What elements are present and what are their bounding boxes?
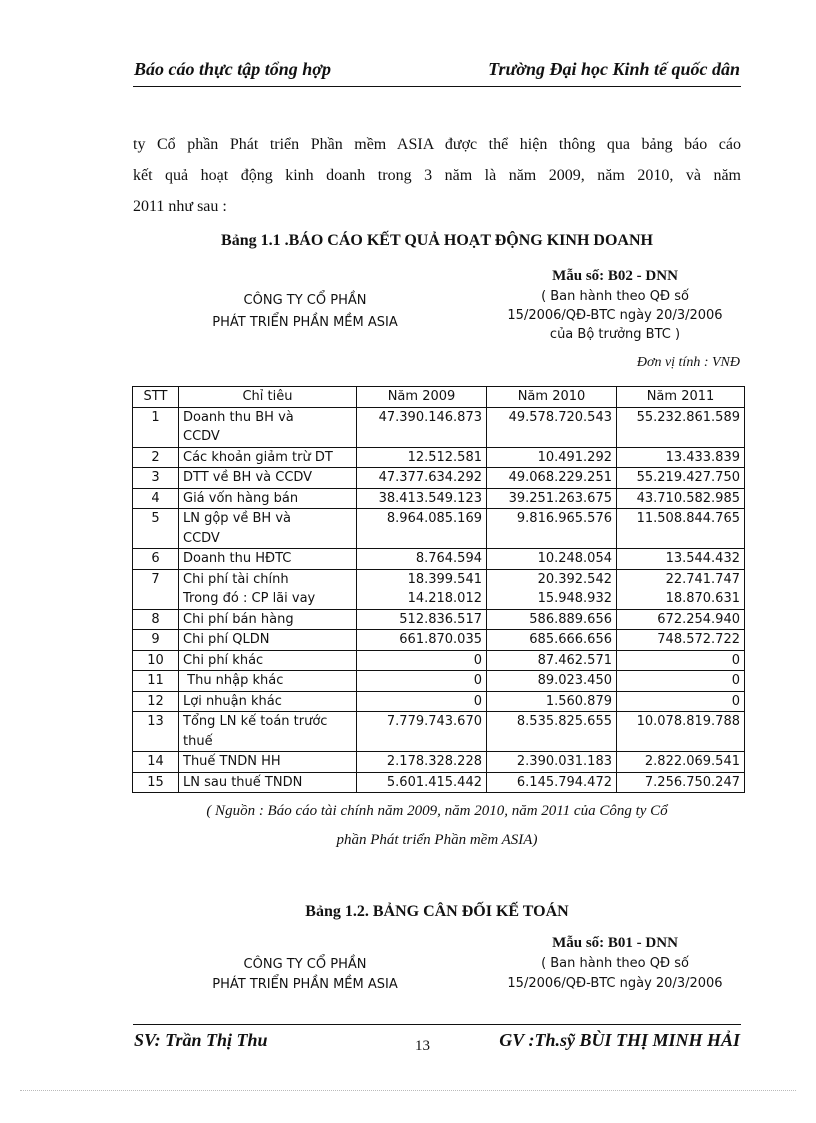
row-item-text: Giá vốn hàng bán [183, 490, 299, 506]
value-2010: 49.578.720.543 [508, 409, 612, 425]
row-item [179, 630, 357, 651]
value-2010: 6.145.794.472 [516, 774, 612, 790]
row-value-2011 [617, 609, 745, 630]
row-item-text: Doanh thu HĐTC [183, 551, 292, 566]
row-value-2011 [617, 691, 745, 712]
value-2009: 47.390.146.873 [378, 409, 482, 425]
row-value-2009 [357, 407, 487, 447]
table2-form-no: Mẫu số: B01 - DNN [552, 935, 678, 951]
value-2009: 0 [473, 693, 482, 709]
footer-student: SV: Trần Thị Thu [134, 1030, 268, 1050]
table2-company-line2: PHÁT TRIỂN PHẦN MỀM ASIA [212, 977, 398, 992]
row-item [179, 509, 357, 549]
row-stt [133, 509, 179, 549]
row-value-2010 [487, 752, 617, 773]
table-row [133, 772, 745, 793]
value-2011: 11.508.844.765 [636, 511, 740, 526]
row-value-2009 [357, 671, 487, 692]
table2-decree-line2: 15/2006/QĐ-BTC ngày 20/3/2006 [507, 976, 723, 991]
table1-title: Bảng 1.1 .BÁO CÁO KẾT QUẢ HOẠT ĐỘNG KINH DOANH [221, 232, 653, 249]
table2-company [180, 955, 430, 995]
row-item [179, 468, 357, 489]
table-row [133, 712, 745, 752]
value-2011: 748.572.722 [657, 632, 740, 647]
row-stt-text: 6 [151, 551, 160, 566]
row-item [179, 691, 357, 712]
table2-decree-line1: ( Ban hành theo QĐ số [541, 956, 689, 971]
value-2010-sub: 15.948.932 [537, 591, 612, 606]
row-value-2011 [617, 712, 745, 752]
table1-decree-line1: ( Ban hành theo QĐ số [541, 289, 689, 304]
row-value-2011 [617, 752, 745, 773]
col-header-2011: Năm 2011 [617, 387, 745, 408]
row-item [179, 488, 357, 509]
value-2009: 7.779.743.670 [386, 714, 482, 729]
value-2009: 512.836.517 [399, 611, 482, 627]
value-2010: 8.535.825.655 [516, 714, 612, 729]
row-value-2009 [357, 609, 487, 630]
row-stt-text: 2 [151, 449, 160, 465]
value-2009: 2.178.328.228 [386, 754, 482, 769]
row-stt-text: 15 [147, 774, 164, 790]
table-row [133, 630, 745, 651]
row-value-2010 [487, 650, 617, 671]
row-item [179, 549, 357, 570]
row-value-2011 [617, 549, 745, 570]
value-2011: 0 [731, 652, 740, 668]
value-2009: 0 [473, 652, 482, 668]
table1-company-line1: CÔNG TY CỔ PHẦN [243, 293, 367, 308]
row-stt [133, 752, 179, 773]
row-value-2009 [357, 650, 487, 671]
footer-rule [133, 1024, 741, 1025]
row-stt-text: 4 [151, 490, 160, 506]
value-2010: 49.068.229.251 [508, 470, 612, 485]
row-value-2009 [357, 488, 487, 509]
row-value-2011 [617, 468, 745, 489]
row-stt-text: 13 [147, 714, 164, 729]
row-item [179, 772, 357, 793]
row-value-2009 [357, 772, 487, 793]
row-item-text: Doanh thu BH và [183, 409, 294, 425]
intro-line-3: 2011 như sau : [133, 198, 227, 215]
intro-line-2: kết quả hoạt động kinh doanh trong 3 năm là năm 2009, năm 2010, và năm [133, 167, 741, 184]
footer-teacher: GV :Th.sỹ BÙI THỊ MINH HẢI [499, 1030, 740, 1050]
table1-company-line2: PHÁT TRIỂN PHẦN MỀM ASIA [212, 315, 398, 330]
row-value-2011 [617, 509, 745, 549]
row-value-2010 [487, 671, 617, 692]
col-header-2009: Năm 2009 [357, 387, 487, 408]
row-value-2010 [487, 691, 617, 712]
value-2011: 22.741.747 [665, 571, 740, 587]
row-stt [133, 488, 179, 509]
row-value-2011 [617, 671, 745, 692]
row-stt [133, 712, 179, 752]
income-statement-table [132, 386, 745, 793]
row-value-2011 [617, 447, 745, 468]
table-row [133, 691, 745, 712]
row-value-2009 [357, 630, 487, 651]
row-stt [133, 569, 179, 609]
row-item-text: Chi phí bán hàng [183, 611, 294, 627]
table-row [133, 468, 745, 489]
table2-company-line1: CÔNG TY CỔ PHẦN [243, 957, 367, 972]
value-2009: 5.601.415.442 [386, 774, 482, 790]
intro-paragraph [133, 129, 741, 222]
table1-form-no: Mẫu số: B02 - DNN [552, 268, 678, 284]
value-2009: 8.964.085.169 [386, 511, 482, 526]
intro-line-1: ty Cổ phần Phát triển Phần mềm ASIA được thể hiện thông qua bảng báo cáo [133, 136, 741, 153]
value-2010: 586.889.656 [529, 611, 612, 627]
table-row [133, 671, 745, 692]
table1-unit: Đơn vị tính : VNĐ [636, 355, 740, 370]
row-stt [133, 691, 179, 712]
row-value-2010 [487, 569, 617, 609]
row-value-2010 [487, 630, 617, 651]
value-2011: 7.256.750.247 [644, 774, 740, 790]
value-2010: 87.462.571 [537, 652, 612, 668]
value-2011-sub: 18.870.631 [665, 591, 740, 606]
value-2011: 55.232.861.589 [636, 409, 740, 425]
value-2009: 661.870.035 [399, 632, 482, 647]
row-value-2010 [487, 407, 617, 447]
row-item-text-2: CCDV [183, 429, 220, 444]
row-stt [133, 630, 179, 651]
source-line-1: ( Nguồn : Báo cáo tài chính năm 2009, năm 2010, năm 2011 của Công ty Cổ [206, 803, 668, 819]
row-item [179, 712, 357, 752]
value-2009-sub: 14.218.012 [407, 591, 482, 606]
row-item-text: DTT về BH và CCDV [183, 470, 313, 485]
row-stt [133, 549, 179, 570]
row-item-text: Chi phí QLDN [183, 632, 270, 647]
row-item-text: Chi phí tài chính [183, 571, 289, 587]
value-2011: 10.078.819.788 [636, 714, 740, 729]
row-value-2011 [617, 772, 745, 793]
table-row [133, 549, 745, 570]
table1-decree-line3: của Bộ trưởng BTC ) [549, 327, 681, 342]
table-row [133, 650, 745, 671]
row-stt-text: 9 [151, 632, 160, 647]
col-header-stt: STT [133, 387, 179, 408]
row-stt-text: 11 [147, 673, 164, 688]
row-stt-text: 14 [147, 754, 164, 769]
row-stt [133, 772, 179, 793]
value-2009: 18.399.541 [407, 571, 482, 587]
value-2009: 38.413.549.123 [378, 490, 482, 506]
row-value-2011 [617, 650, 745, 671]
header-right: Trường Đại học Kinh tế quốc dân [488, 59, 740, 79]
table-row [133, 447, 745, 468]
row-value-2009 [357, 447, 487, 468]
row-value-2011 [617, 488, 745, 509]
row-item-text: LN sau thuế TNDN [183, 774, 303, 790]
table2-form-info [470, 932, 760, 994]
row-stt [133, 671, 179, 692]
row-value-2009 [357, 569, 487, 609]
row-item-text: Thuế TNDN HH [183, 754, 281, 769]
value-2011: 2.822.069.541 [644, 754, 740, 769]
value-2010: 20.392.542 [537, 571, 612, 587]
table-row [133, 488, 745, 509]
row-item-text: Chi phí khác [183, 652, 264, 668]
row-item-text-2: thuế [183, 733, 213, 749]
row-item-text-2: Trong đó : CP lãi vay [183, 591, 316, 606]
col-header-item: Chỉ tiêu [179, 387, 357, 408]
value-2010: 10.248.054 [537, 551, 612, 566]
page-edge-dotted-line [20, 1090, 796, 1091]
table1-decree-line2: 15/2006/QĐ-BTC ngày 20/3/2006 [507, 308, 723, 323]
value-2010: 1.560.879 [545, 693, 612, 709]
row-item-text: Thu nhập khác [183, 673, 284, 688]
row-stt [133, 650, 179, 671]
table1-source [133, 797, 741, 855]
value-2010: 39.251.263.675 [508, 490, 612, 506]
col-header-2010: Năm 2010 [487, 387, 617, 408]
row-stt-text: 10 [147, 652, 164, 668]
value-2011: 0 [731, 673, 740, 688]
value-2011: 43.710.582.985 [636, 490, 740, 506]
row-stt-text: 8 [151, 611, 160, 627]
value-2010: 10.491.292 [537, 449, 612, 465]
value-2010: 9.816.965.576 [516, 511, 612, 526]
row-value-2010 [487, 549, 617, 570]
row-stt [133, 407, 179, 447]
row-stt-text: 12 [147, 693, 164, 709]
table-row [133, 609, 745, 630]
table2-title: Bảng 1.2. BẢNG CÂN ĐỐI KẾ TOÁN [305, 903, 569, 920]
row-item [179, 569, 357, 609]
table1-company [180, 290, 430, 334]
row-value-2011 [617, 407, 745, 447]
row-stt-text: 3 [151, 470, 160, 485]
row-value-2009 [357, 509, 487, 549]
row-stt-text: 7 [151, 571, 160, 587]
row-value-2009 [357, 549, 487, 570]
row-value-2010 [487, 712, 617, 752]
row-item-text: Lợi nhuận khác [183, 693, 282, 709]
row-item-text: LN gộp về BH và [183, 511, 291, 526]
row-item-text-2: CCDV [183, 530, 220, 546]
value-2009: 0 [473, 673, 482, 688]
table-header-row [133, 387, 745, 408]
row-value-2010 [487, 468, 617, 489]
row-item-text: Tổng LN kế toán trước [183, 714, 328, 729]
row-stt [133, 609, 179, 630]
row-value-2011 [617, 630, 745, 651]
header-rule [133, 86, 741, 87]
row-item [179, 609, 357, 630]
row-stt-text: 5 [151, 511, 160, 526]
table-row [133, 407, 745, 447]
table-row [133, 569, 745, 609]
value-2009: 8.764.594 [415, 551, 482, 566]
row-value-2009 [357, 752, 487, 773]
value-2011: 672.254.940 [657, 611, 740, 627]
row-item [179, 407, 357, 447]
header-left: Báo cáo thực tập tổng hợp [134, 59, 331, 79]
row-item-text: Các khoản giảm trừ DT [183, 449, 333, 465]
value-2009: 47.377.634.292 [378, 470, 482, 485]
value-2010: 685.666.656 [529, 632, 612, 647]
row-item [179, 447, 357, 468]
row-value-2009 [357, 691, 487, 712]
row-value-2010 [487, 772, 617, 793]
table-row [133, 752, 745, 773]
page-number: 13 [415, 1038, 430, 1054]
row-stt [133, 468, 179, 489]
value-2009: 12.512.581 [407, 449, 482, 465]
value-2010: 2.390.031.183 [516, 754, 612, 769]
row-value-2010 [487, 488, 617, 509]
row-value-2009 [357, 468, 487, 489]
source-line-2: phần Phát triển Phần mềm ASIA) [336, 832, 538, 848]
row-stt [133, 447, 179, 468]
row-item [179, 671, 357, 692]
table-row [133, 509, 745, 549]
value-2010: 89.023.450 [537, 673, 612, 688]
value-2011: 13.544.432 [665, 551, 740, 566]
row-stt-text: 1 [151, 409, 160, 425]
row-value-2011 [617, 569, 745, 609]
value-2011: 0 [731, 693, 740, 709]
row-value-2009 [357, 712, 487, 752]
row-item [179, 650, 357, 671]
table1-form-info [470, 265, 760, 344]
row-value-2010 [487, 447, 617, 468]
value-2011: 55.219.427.750 [636, 470, 740, 485]
row-value-2010 [487, 609, 617, 630]
value-2011: 13.433.839 [665, 449, 740, 465]
row-value-2010 [487, 509, 617, 549]
row-item [179, 752, 357, 773]
